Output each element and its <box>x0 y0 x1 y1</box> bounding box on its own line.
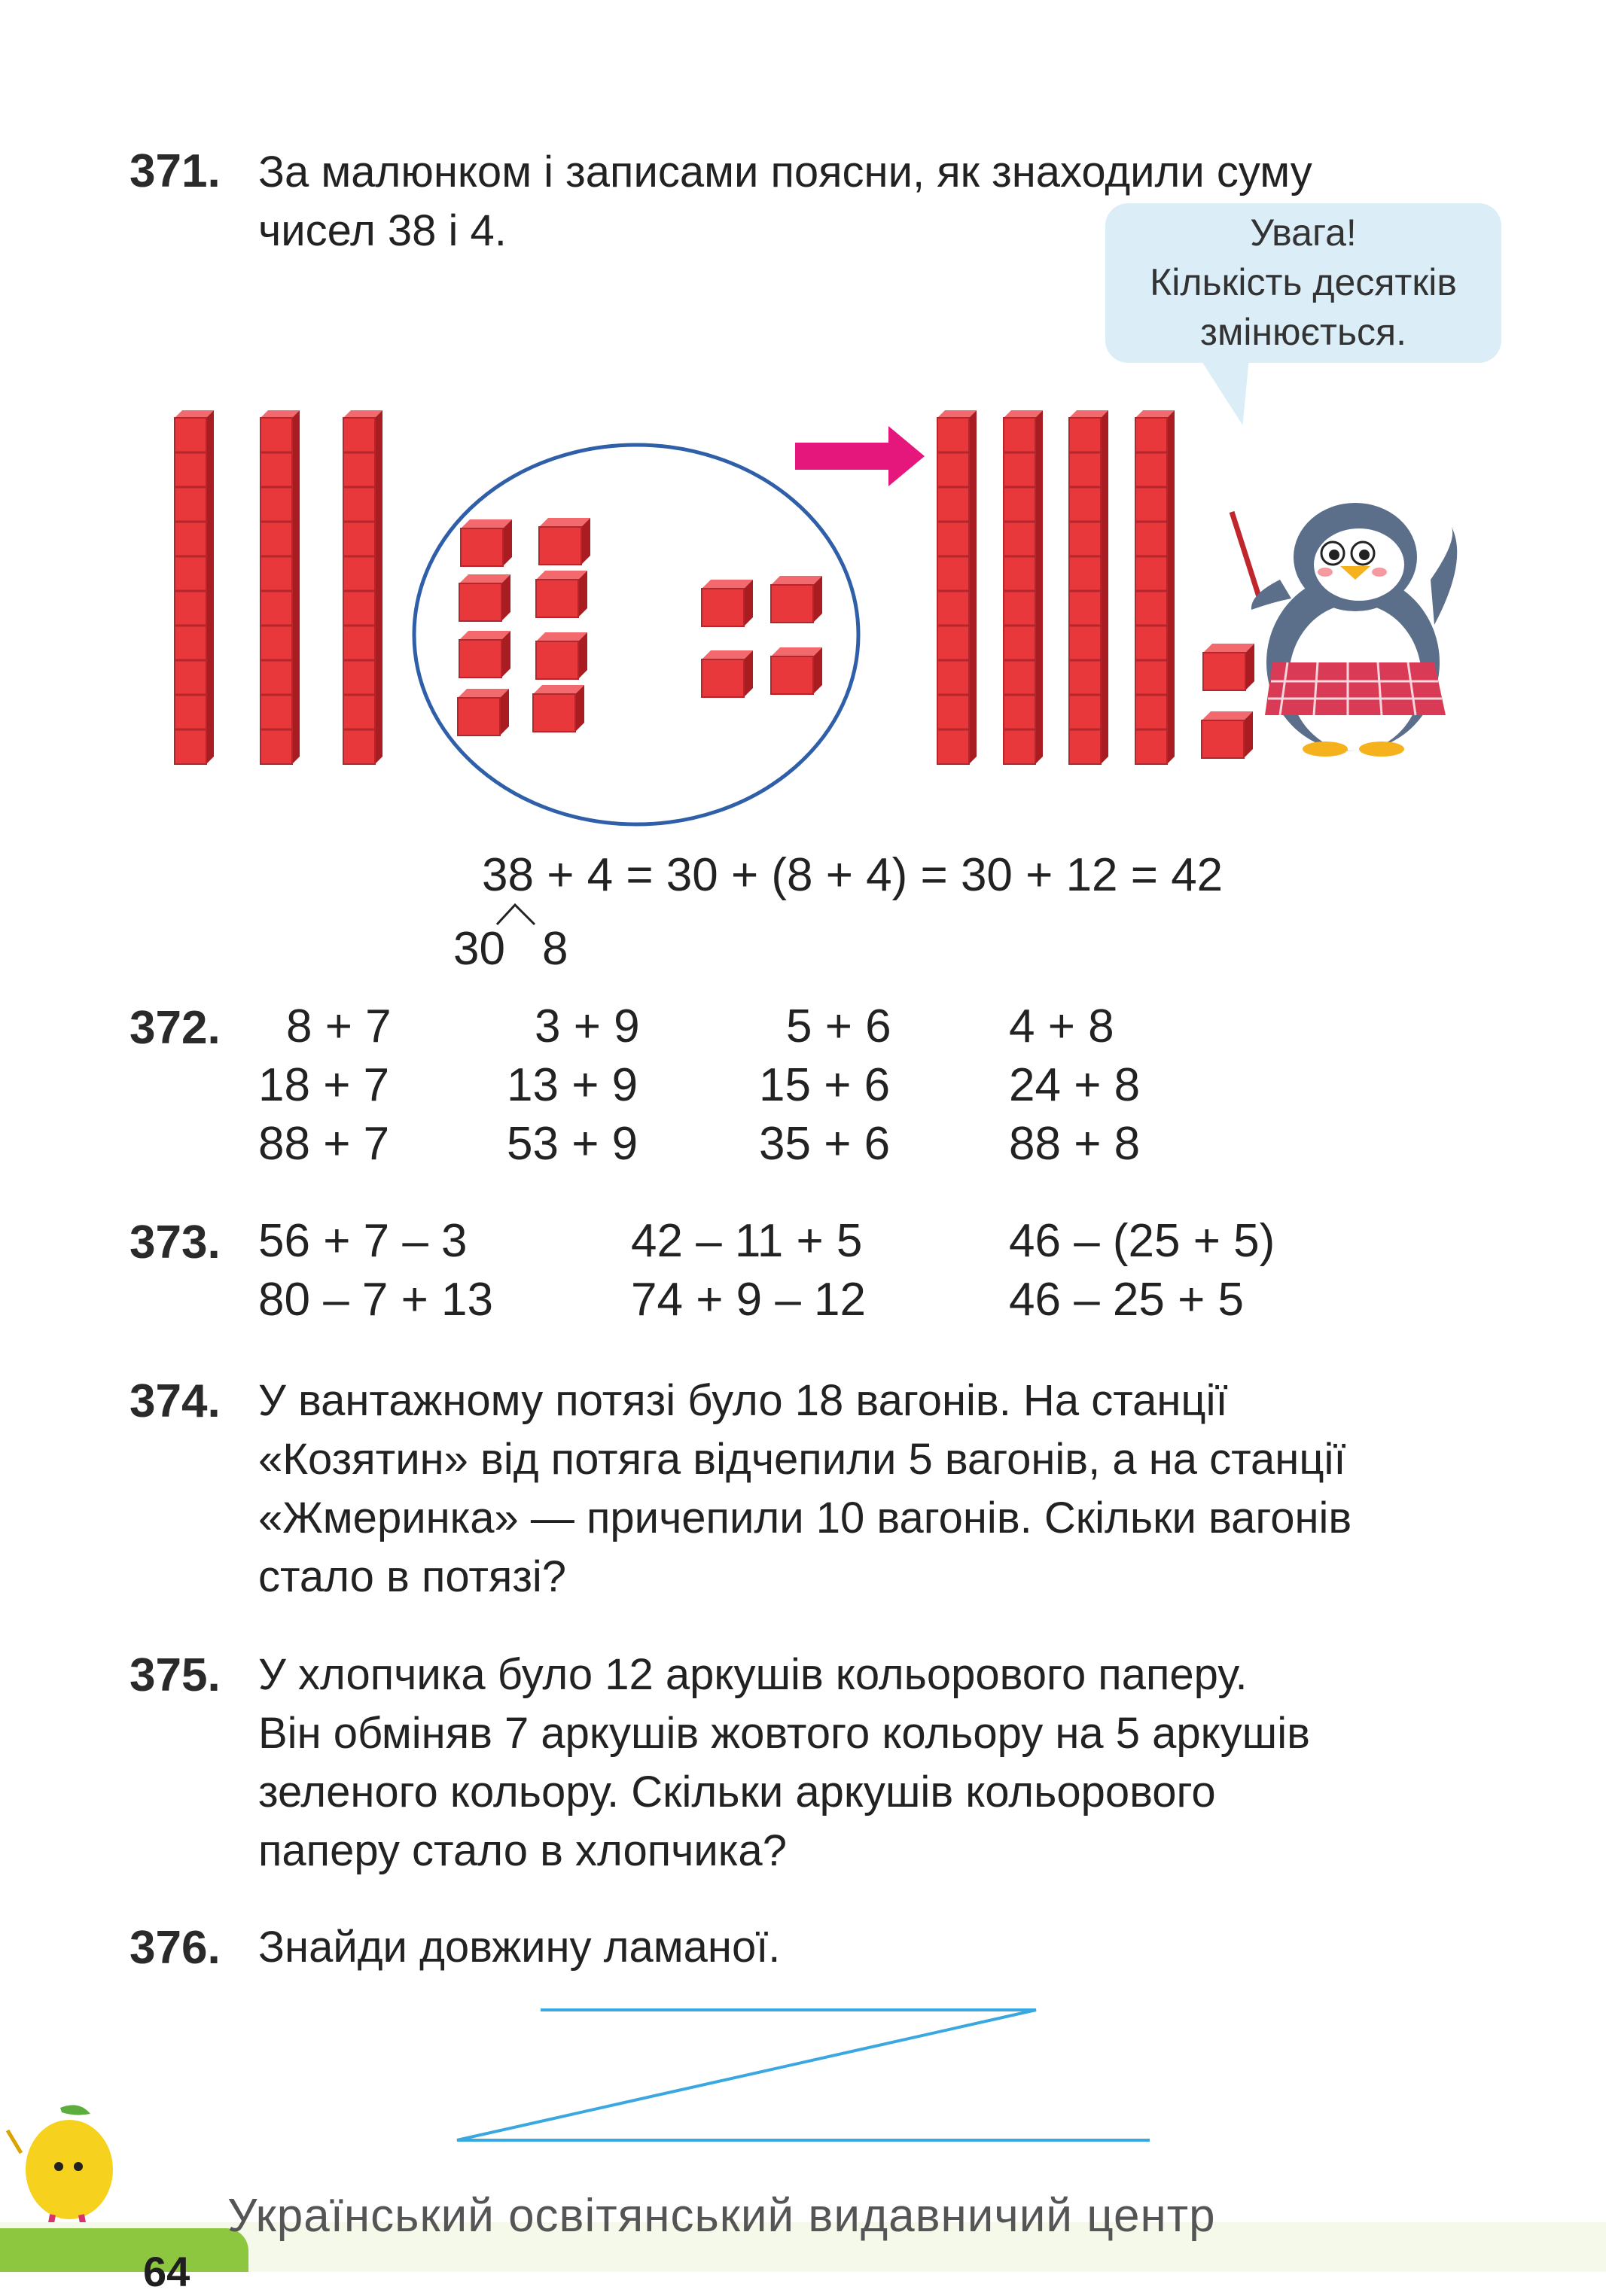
unit-cube <box>459 631 510 678</box>
unit-cube <box>459 574 510 621</box>
unit-cube <box>702 650 753 697</box>
exercise-375-line: паперу стало в хлопчика? <box>258 1826 787 1875</box>
speech-bubble-line1: Увага! <box>1250 212 1357 254</box>
expression: 3 + 9 <box>535 1000 640 1052</box>
unit-cube <box>461 519 512 566</box>
ten-rod <box>937 410 977 764</box>
exercise-375-line: У хлопчика було 12 аркушів кольорового паперу. <box>258 1650 1248 1699</box>
exercise-375-line: Він обміняв 7 аркушів жовтого кольору на 5 аркушів <box>258 1709 1310 1758</box>
expression: 24 + 8 <box>1009 1059 1141 1111</box>
exercise-number-371: 371. <box>130 145 221 197</box>
expression: 88 + 8 <box>1009 1118 1141 1170</box>
expression: 46 – 25 + 5 <box>1009 1274 1244 1326</box>
exercise-374-line: У вантажному потязі було 18 вагонів. На станції <box>258 1376 1228 1425</box>
exercise-number-372: 372. <box>130 1002 221 1054</box>
publisher-name: Український освітянський видавничий центр <box>227 2190 1216 2242</box>
base-ten-blocks-illustration <box>0 0 1606 828</box>
ten-rod <box>1069 410 1108 764</box>
speech-bubble-line2: Кількість десятків <box>1150 261 1457 303</box>
unit-cube <box>1203 644 1254 690</box>
penguin-illustration <box>1232 503 1457 757</box>
expression: 56 + 7 – 3 <box>258 1215 468 1267</box>
expression: 80 – 7 + 13 <box>258 1274 493 1326</box>
ten-rod <box>175 410 214 764</box>
unit-cube <box>771 647 822 694</box>
expression: 18 + 7 <box>258 1059 390 1111</box>
expression: 4 + 8 <box>1009 1000 1114 1052</box>
ten-rod <box>1135 410 1175 764</box>
speech-bubble-line3: змінюється. <box>1200 311 1406 353</box>
page-number-tab <box>0 2228 248 2272</box>
unit-cube <box>533 685 584 732</box>
ten-rod <box>1004 410 1043 764</box>
expression: 74 + 9 – 12 <box>631 1274 866 1326</box>
expression: 53 + 9 <box>507 1118 638 1170</box>
exercise-number-373: 373. <box>130 1217 221 1268</box>
decomposition-units: 8 <box>542 923 568 975</box>
expression: 46 – (25 + 5) <box>1009 1215 1275 1267</box>
unit-cube <box>536 632 587 679</box>
exercise-number-376: 376. <box>130 1922 221 1974</box>
expression: 8 + 7 <box>286 1000 392 1052</box>
exercise-number-374: 374. <box>130 1375 221 1427</box>
unit-cube <box>771 576 822 623</box>
broken-line-figure <box>0 1987 1606 2160</box>
expression: 5 + 6 <box>786 1000 891 1052</box>
unit-cube <box>1202 711 1253 758</box>
exercise-374-line: «Жмеринка» — причепили 10 вагонів. Скільки вагонів <box>258 1494 1352 1542</box>
unit-cube <box>539 518 590 565</box>
exercise-371-text-line1: За малюнком і записами поясни, як знаходили суму <box>258 148 1312 196</box>
equation-371: 38 + 4 = 30 + (8 + 4) = 30 + 12 = 42 <box>482 849 1224 901</box>
expression: 15 + 6 <box>759 1059 891 1111</box>
unit-cube <box>536 571 587 617</box>
unit-cube <box>702 580 753 626</box>
exercise-376-text: Знайди довжину ламаної. <box>258 1923 781 1972</box>
arrow-right-icon <box>795 426 925 486</box>
exercise-374-line: стало в потязі? <box>258 1552 567 1601</box>
decomposition-tens: 30 <box>453 923 505 975</box>
exercise-375-line: зеленого кольору. Скільки аркушів кольорового <box>258 1768 1216 1816</box>
expression: 42 – 11 + 5 <box>631 1215 863 1267</box>
expression: 88 + 7 <box>258 1118 390 1170</box>
ten-rod <box>343 410 382 764</box>
unit-cube <box>458 689 509 735</box>
exercise-374-line: «Козятин» від потяга відчепили 5 вагонів, а на станції <box>258 1435 1346 1484</box>
exercise-number-375: 375. <box>130 1649 221 1701</box>
expression: 35 + 6 <box>759 1118 891 1170</box>
page-number: 64 <box>143 2248 190 2295</box>
ten-rod <box>261 410 300 764</box>
exercise-371-text-line2: чисел 38 і 4. <box>258 206 507 255</box>
expression: 13 + 9 <box>507 1059 638 1111</box>
